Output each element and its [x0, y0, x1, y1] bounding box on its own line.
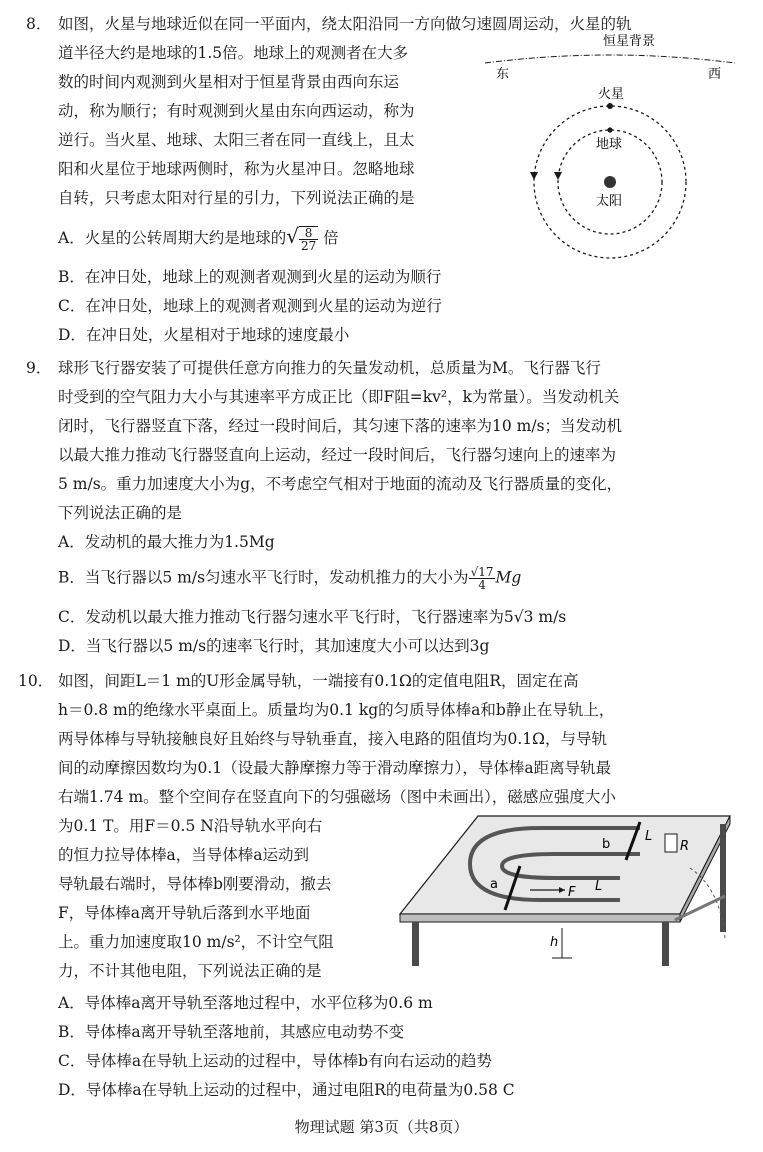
q10-line-7: 的恒力拉导体棒a，当导体棒a运动到: [58, 846, 309, 864]
q9-option-b: [58, 566, 521, 591]
q8-number: 8．: [26, 15, 52, 33]
q8-line-6: 阳和火星位于地球两侧时，称为火星冲日。忽略地球: [58, 160, 415, 178]
q9-option-c: C．发动机以最大推力推动飞行器匀速水平飞行时，飞行器速率为5√3 m/s: [58, 608, 567, 626]
q10-line-1: 如图，间距L＝1 m的U形金属导轨，一端接有0.1Ω的定值电阻R，固定在高: [58, 672, 579, 690]
q9-option-a: A．发动机的最大推力为1.5Mg: [58, 533, 275, 551]
resistor-r: [665, 834, 677, 852]
star-background-arc: [485, 55, 735, 63]
q10-option-a: A．导体棒a离开导轨至落地过程中，水平位移为0.6 m: [58, 994, 433, 1012]
q10-line-8: 导轨最右端时，导体棒b刚要滑动，撤去: [58, 875, 332, 893]
q10-line-6: 为0.1 T。用F＝0.5 N沿导轨水平向右: [58, 817, 323, 835]
q8-option-a-text: A．火星的公转周期大约是地球的: [58, 229, 287, 247]
q10-option-d: D．导体棒a在导轨上运动的过程中，通过电阻R的电荷量为0.58 C: [58, 1081, 515, 1099]
q9-line-4: 以最大推力推动飞行器竖直向上运动，经过一段时间后，飞行器匀速向上的速率为: [58, 446, 617, 464]
earth-label: 地球: [596, 137, 623, 152]
q10-option-b: B．导体棒a离开导轨至落地前，其感应电动势不变: [58, 1023, 405, 1041]
q8-line-5: 逆行。当火星、地球、太阳三者在同一直线上，且太: [58, 131, 415, 149]
mars-label: 火星: [598, 87, 625, 102]
height-label: h: [550, 935, 559, 950]
table-leg-back-right: [720, 824, 726, 932]
q9-line-5: 5 m/s。重力加速度大小为g，不考虑空气相对于地面的流动及飞行器质量的变化，: [58, 475, 623, 493]
table-leg-front-right: [662, 922, 669, 966]
rail-diagram: [390, 808, 750, 988]
q10-line-2: h＝0.8 m的绝缘水平桌面上。质量均为0.1 kg的匀质导体棒a和b静止在导轨上，: [58, 701, 615, 719]
mars-dot: [607, 103, 613, 109]
q10-line-9: F，导体棒a离开导轨后落到水平地面: [58, 904, 311, 922]
mars-orbit-arrow: [530, 172, 538, 180]
rod-b-label: b: [602, 837, 611, 852]
q8-option-a-numerator: 8: [299, 227, 318, 240]
q9-line-3: 闭时，飞行器竖直下落，经过一段时间后，其匀速下落的速率为10 m/s；当发动机: [58, 417, 623, 435]
q9-line-1: 球形飞行器安装了可提供任意方向推力的矢量发动机，总质量为M。飞行器飞行: [58, 359, 601, 377]
star-background-label: 恒星背景: [603, 34, 656, 49]
table-edge: [400, 914, 680, 922]
q10-line-5: 右端1.74 m。整个空间存在竖直向下的匀强磁场（图中未画出），磁感应强度大小: [58, 788, 616, 806]
q8-option-c: C．在冲日处，地球上的观测者观测到火星的运动为逆行: [58, 297, 442, 315]
orbit-diagram: [480, 30, 740, 260]
table-leg-front-left: [412, 922, 419, 966]
q10-line-3: 两导体棒与导轨接触良好且始终与导轨垂直，接入电路的阻值均为0.1Ω，与导轨: [58, 730, 608, 748]
sun-dot: [604, 176, 616, 188]
q8-option-a-suffix: 倍: [323, 229, 339, 247]
page-footer: 物理试题 第3页（共8页）: [294, 1118, 469, 1136]
east-label: 东: [496, 67, 510, 82]
q10-number: 10．: [18, 672, 54, 690]
q9-line-6: 下列说法正确的是: [58, 504, 183, 522]
q8-line-2: 道半径大约是地球的1.5倍。地球上的观测者在大多: [58, 44, 409, 62]
sun-label: 太阳: [596, 194, 623, 209]
q9-option-b-denominator: 4: [478, 578, 486, 592]
earth-dot: [607, 127, 612, 132]
q9-number: 9．: [26, 359, 52, 377]
q8-line-4: 动，称为顺行；有时观测到火星由东向西运动，称为: [58, 102, 415, 120]
resistor-label: R: [680, 839, 690, 854]
q8-option-b: B．在冲日处，地球上的观测者观测到火星的运动为顺行: [58, 268, 442, 286]
force-label: F: [568, 885, 576, 900]
q8-option-a-denominator: 27: [300, 239, 317, 253]
q8-option-a: A．火星的公转周期大约是地球的√ $\frac{8}{27}$ 倍: [58, 224, 339, 253]
q8-option-d: D．在冲日处，火星相对于地球的速度最小: [58, 326, 350, 344]
q9-option-d: D．当飞行器以5 m/s的速率飞行时，其加速度大小可以达到3g: [58, 637, 490, 655]
distance-l-label-1: L: [645, 829, 653, 844]
q10-option-c: C．导体棒a在导轨上运动的过程中，导体棒b有向右运动的趋势: [58, 1052, 493, 1070]
distance-l-label-2: L: [595, 879, 603, 894]
rod-a-label: a: [490, 877, 498, 892]
q9-option-b-text: B．当飞行器以5 m/s匀速水平飞行时，发动机推力的大小为: [58, 568, 469, 587]
q8-line-7: 自转，只考虑太阳对行星的引力，下列说法正确的是: [58, 189, 415, 207]
q10-line-4: 间的动摩擦因数均为0.1（设最大静摩擦力等于滑动摩擦力），导体棒a距离导轨最: [58, 759, 612, 777]
q8-line-3: 数的时间内观测到火星相对于恒星背景由西向东运: [58, 73, 400, 91]
q9-option-b-numerator: √17: [470, 565, 494, 579]
q8-line-1: 如图，火星与地球近似在同一平面内，绕太阳沿同一方向做匀速圆周运动，火星的轨: [58, 15, 632, 33]
q9-line-2: 时受到的空气阻力大小与其速率平方成正比（即F阻=kv²，k为常量）。当发动机关: [58, 388, 620, 406]
q9-option-b-suffix: Mg: [495, 568, 522, 587]
west-label: 西: [708, 67, 722, 82]
earth-orbit-arrow: [554, 172, 562, 180]
q10-line-11: 力，不计其他电阻，下列说法正确的是: [58, 962, 322, 980]
q10-line-10: 上。重力加速度取10 m/s²，不计空气阻: [58, 933, 334, 951]
